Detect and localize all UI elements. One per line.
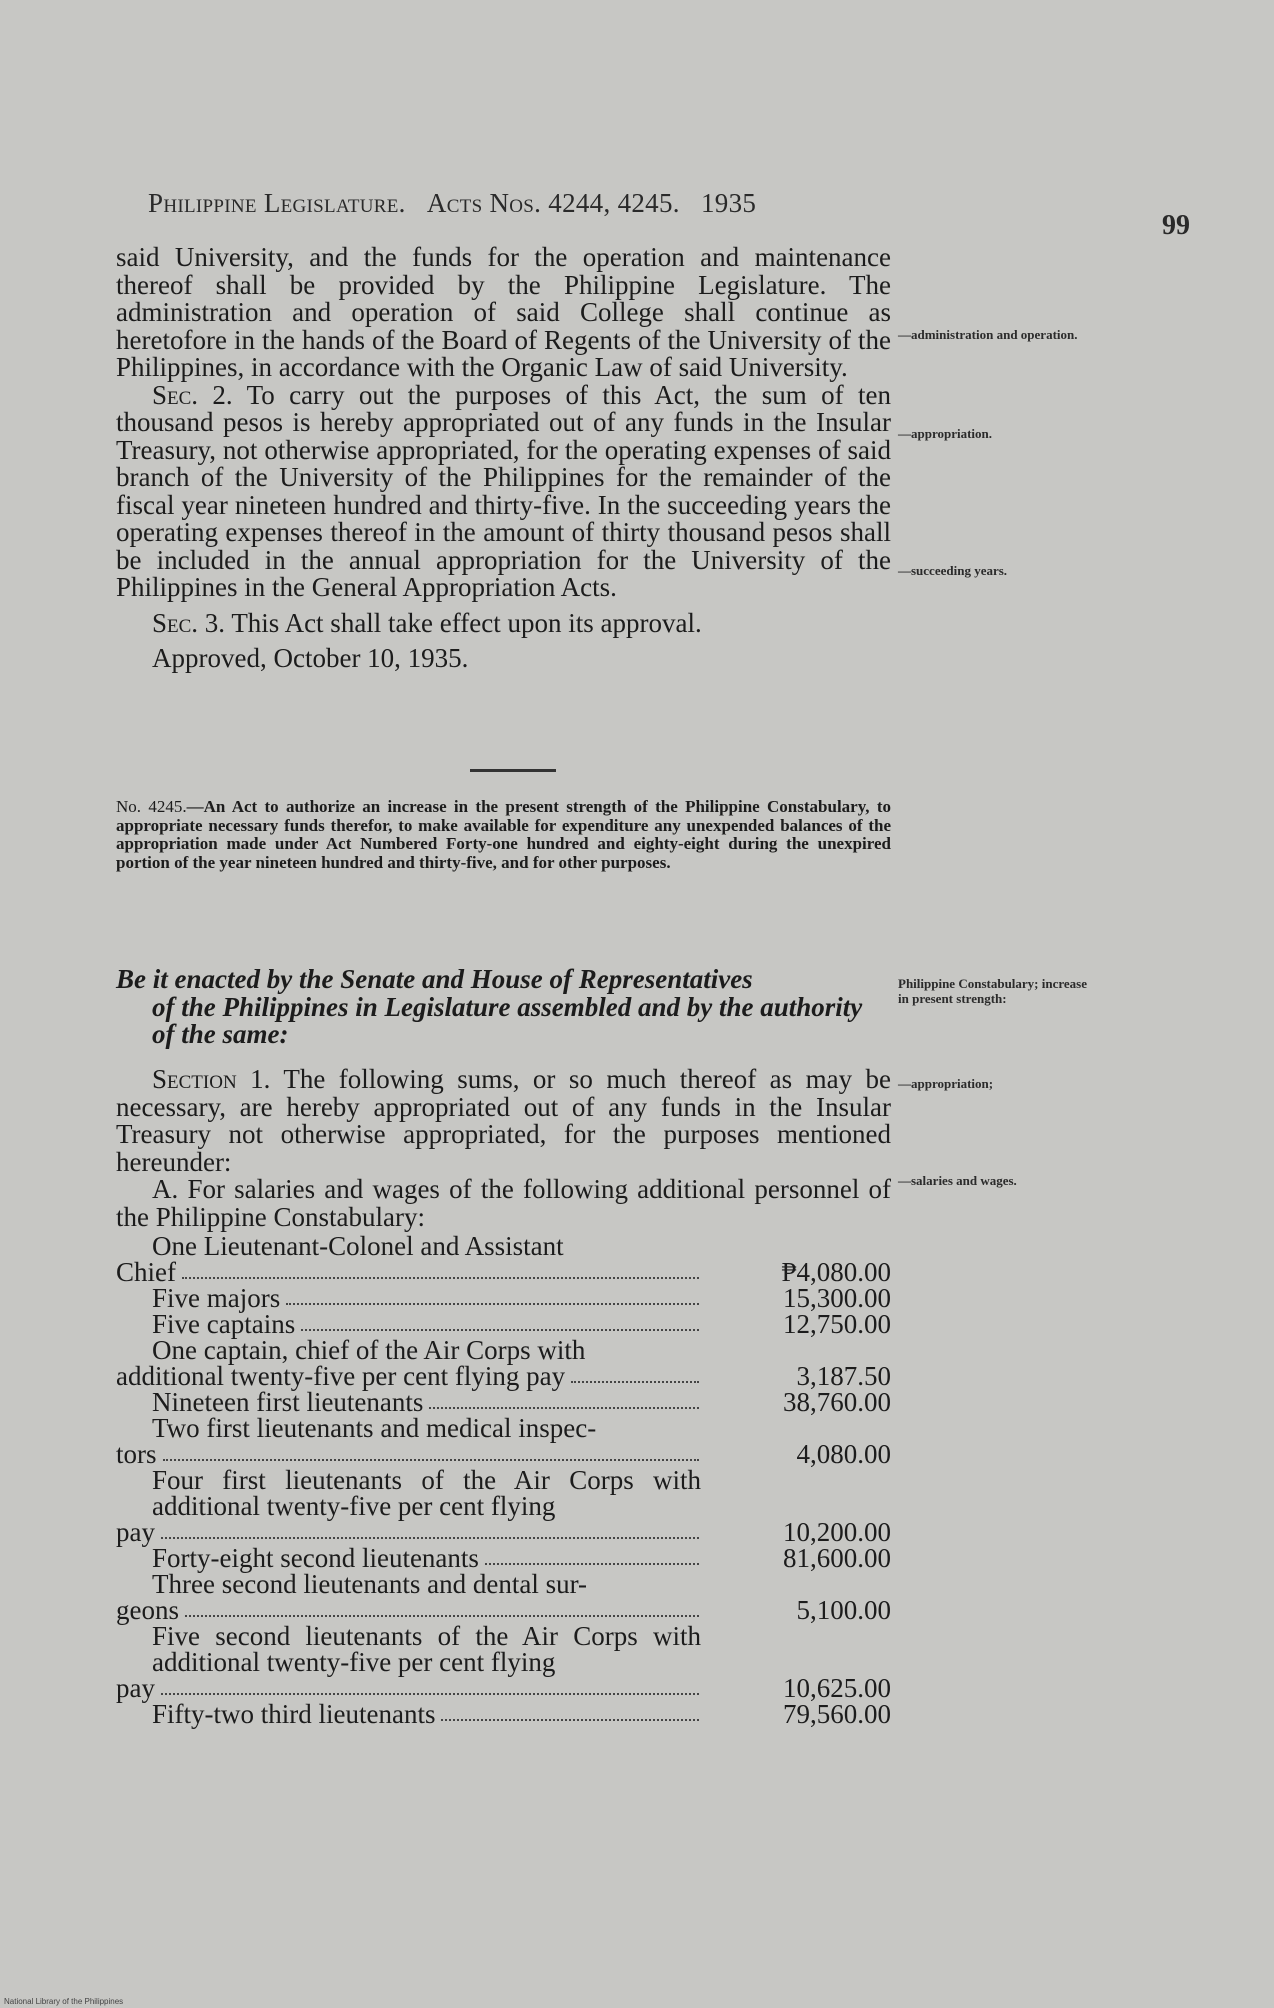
item-amount: 12,750.00 <box>783 1309 891 1339</box>
section-3-text: This Act shall take effect upon its approval. <box>231 607 702 638</box>
table-row <box>116 1233 891 1285</box>
item-description <box>116 1389 701 1415</box>
margin-note-succeeding-years: —succeeding years. <box>898 563 1008 578</box>
section-1-label: Section 1. <box>152 1064 271 1094</box>
leader-dots <box>161 1692 699 1695</box>
section-3-label: Sec. 3. <box>152 607 226 638</box>
item-description <box>116 1233 701 1285</box>
item-description-last: tors <box>116 1439 157 1469</box>
item-description-lead: Three second lieutenants and dental sur- <box>152 1569 588 1599</box>
table-row <box>116 1467 891 1545</box>
item-description-last: additional twenty-five per cent flying pay <box>116 1361 566 1391</box>
section-3 <box>116 607 891 638</box>
item-amount: ₱4,080.00 <box>781 1257 891 1287</box>
table-row <box>116 1389 891 1415</box>
act-synopsis <box>116 798 891 872</box>
leader-dots <box>571 1380 699 1383</box>
item-description-lead: Five second lieutenants of the Air Corps with additional twenty-five per cent flying <box>152 1621 701 1677</box>
intro-paragraph: said University, and the funds for the operation and maintenance thereof shall be provided by the Philippine Legislature. The administration and operation of said College shall continue as heretofore in the hands of the Board of Regents of the University of the Philippines, in accordance with the Organic Law of said University. <box>116 242 891 382</box>
running-head-year: 1935 <box>700 188 757 218</box>
section-2-label: Sec. 2. <box>152 379 233 410</box>
section-1-text: The following sums, or so much thereof as may be necessary, are hereby appropriated out of any funds in the Insular Treasury not otherwise appropriated, for the purposes mentioned hereunder: <box>116 1064 892 1177</box>
item-description-lead: One captain, chief of the Air Corps with <box>152 1335 586 1365</box>
enacting-clause-line-1: Be it enacted by the Senate and House of Representatives <box>116 964 753 994</box>
item-description <box>116 1337 701 1389</box>
item-amount: 10,625.00 <box>783 1673 891 1703</box>
item-description-last: pay <box>116 1517 155 1547</box>
appropriation-list <box>116 1233 891 1727</box>
item-description <box>116 1623 701 1701</box>
running-head-title: Philippine Legislature. <box>148 188 406 218</box>
item-amount: 38,760.00 <box>783 1387 891 1417</box>
section-1 <box>116 1066 891 1176</box>
item-description-last: Forty-eight second lieutenants <box>152 1543 479 1573</box>
table-row <box>116 1545 891 1571</box>
item-amount: 3,187.50 <box>796 1361 891 1391</box>
enacting-clause <box>116 966 891 1049</box>
item-description <box>116 1415 701 1467</box>
item-description <box>116 1285 701 1311</box>
item-description <box>116 1701 701 1727</box>
section-2 <box>116 379 892 602</box>
act-number: No. 4245. <box>116 797 187 816</box>
leader-dots <box>485 1562 699 1565</box>
item-amount: 15,300.00 <box>783 1283 891 1313</box>
running-head <box>148 188 890 219</box>
footer-tag: National Library of the Philippines <box>4 1997 124 2006</box>
leader-dots <box>161 1536 699 1539</box>
item-description-last: Nineteen first lieutenants <box>152 1387 424 1417</box>
item-description-last: geons <box>116 1595 179 1625</box>
item-description-last: Fifty-two third lieutenants <box>152 1699 436 1729</box>
item-amount: 81,600.00 <box>783 1543 891 1573</box>
item-amount: 79,560.00 <box>783 1699 891 1729</box>
item-description-lead: Two first lieutenants and medical inspec- <box>152 1413 597 1443</box>
table-row <box>116 1337 891 1389</box>
leader-dots <box>429 1406 699 1409</box>
approval-date: Approved, October 10, 1935. <box>152 643 469 673</box>
item-amount: 10,200.00 <box>783 1517 891 1547</box>
item-amount: 5,100.00 <box>796 1595 891 1625</box>
item-description <box>116 1311 701 1337</box>
section-1-block <box>116 1066 891 1231</box>
table-row <box>116 1623 891 1701</box>
item-description-lead: Four first lieutenants of the Air Corps with additional twenty-five per cent flying <box>152 1465 701 1521</box>
item-amount: 4,080.00 <box>796 1439 891 1469</box>
margin-note-administration: —administration and operation. <box>898 327 1078 342</box>
running-head-acts: Acts Nos. 4244, 4245. <box>426 188 680 218</box>
table-row <box>116 1571 891 1623</box>
item-description-last: Five majors <box>152 1283 281 1313</box>
page-number: 99 <box>1162 210 1190 241</box>
section-2-text: To carry out the purposes of this Act, the sum of ten thousand pesos is hereby appropriated out of any funds in the Insular Treasury, not otherwise appropriated, for the operating expenses of said branch of the University of the Philippines for the remainder of the fiscal year nineteen hundred and thirty-five. In the succeeding years the operating expenses thereof in the amount of thirty thousand pesos shall be included in the annual appropriation for the University of the Philippines in the General Appropriation Acts. <box>116 379 892 602</box>
item-a-heading: A. For salaries and wages of the following additional personnel of the Philippine Constabulary: <box>116 1174 891 1232</box>
item-description-last: Chief <box>116 1257 176 1287</box>
leader-dots <box>182 1276 699 1279</box>
item-description <box>116 1545 701 1571</box>
leader-dots <box>185 1614 699 1617</box>
margin-note-appropriation-2: —appropriation; <box>898 1076 994 1091</box>
leader-dots <box>163 1458 700 1461</box>
item-description <box>116 1467 701 1545</box>
section-divider <box>470 769 556 772</box>
item-description-last: Five captains <box>152 1309 296 1339</box>
margin-note-appropriation: —appropriation. <box>898 426 993 441</box>
leader-dots <box>301 1328 699 1331</box>
item-description <box>116 1571 701 1623</box>
table-row <box>116 1285 891 1311</box>
table-row <box>116 1701 891 1727</box>
enacting-clause-line-2: of the Philippines in Legislature assembled and by the authority of the same: <box>152 991 863 1049</box>
act-title: —An Act to authorize an increase in the present strength of the Philippine Constabulary, to appropriate necessary funds therefor, to make available for expenditure any unexpended balances of the appropriation made under Act Numbered Forty-one hundred and eighty-eight during the unexpired portion of the year nineteen hundred and thirty-five, and for other purposes. <box>116 797 891 872</box>
leader-dots <box>286 1302 699 1305</box>
leader-dots <box>441 1718 699 1721</box>
table-row <box>116 1415 891 1467</box>
table-row <box>116 1311 891 1337</box>
margin-note-constabulary: Philippine Constabulary; increase in present strength: <box>898 976 1088 1006</box>
margin-note-salaries: —salaries and wages. <box>898 1173 1017 1188</box>
item-description-last: pay <box>116 1673 155 1703</box>
intro-block <box>116 244 891 673</box>
item-description-lead: One Lieutenant-Colonel and Assistant <box>152 1231 564 1261</box>
